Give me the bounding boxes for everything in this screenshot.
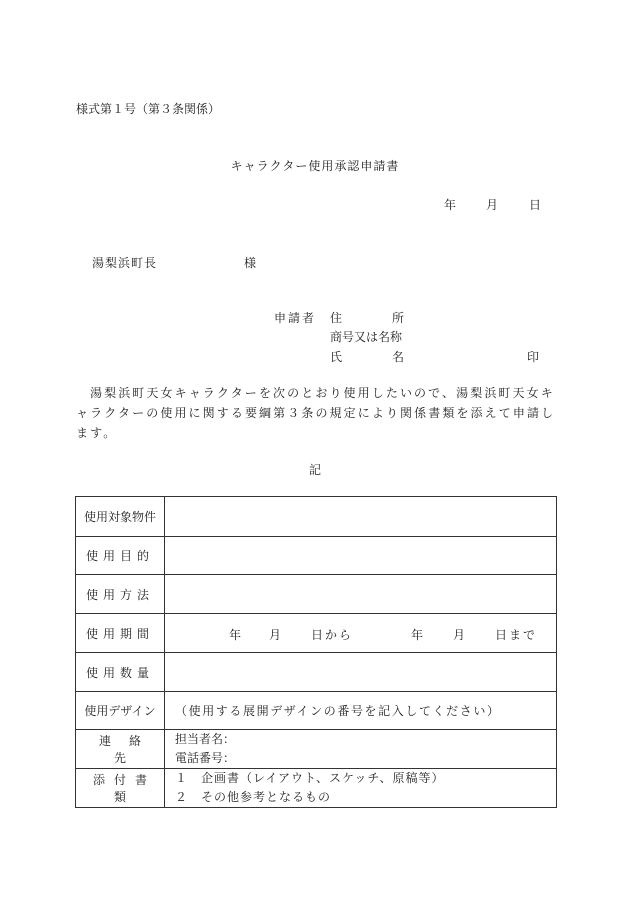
purpose-field[interactable] (165, 537, 557, 575)
design-field[interactable]: （使用する展開デザインの番号を記入してください） (165, 692, 557, 730)
applicant-label: 申請者 (274, 311, 317, 325)
addressee-name: 湯梨浜町長 (92, 256, 158, 270)
purpose-label: 使用目的 (76, 537, 165, 575)
address-label-2: 所 (392, 311, 405, 325)
target-field[interactable] (165, 497, 557, 537)
contact-label: 連絡先 (76, 730, 165, 769)
contact-phone: 電話番号： (175, 751, 236, 765)
name-label (330, 348, 405, 365)
row-quantity (76, 653, 557, 692)
row-design (76, 692, 557, 730)
attachment-item-2: ２ その他参考となるもの (175, 790, 332, 804)
period-to-day: 日まで (495, 628, 538, 642)
address-label-1: 住 (330, 311, 343, 325)
row-contact (76, 730, 557, 769)
contact-person: 担当者名： (175, 732, 236, 746)
request-body-text: 湯梨浜町天女キャラクターを次のとおり使用したいので、湯梨浜町天女キャラクターの使用に関する要綱第３条の規定により関係書類を添えて申請します。 (76, 386, 556, 440)
row-attachments (76, 769, 557, 808)
name-label-2: 名 (392, 350, 405, 364)
period-field[interactable] (165, 614, 557, 653)
row-purpose (76, 537, 557, 575)
period-to-year: 年 (411, 628, 424, 642)
document-title: キャラクター使用承認申請書 (230, 159, 400, 173)
trade-name-label: 商号又は名称 (330, 330, 403, 344)
attachment-item-1: １ 企画書（レイアウト、スケッチ、原稿等） (175, 771, 445, 785)
ki-heading: 記 (308, 463, 321, 477)
quantity-label: 使用数量 (76, 653, 165, 692)
row-method (76, 575, 557, 614)
application-table (75, 496, 557, 808)
seal-mark: 印 (527, 350, 540, 364)
period-from-year: 年 (229, 628, 242, 642)
attachments-label: 添付書類 (76, 769, 165, 808)
date-day-label: 日 (529, 198, 542, 212)
design-label: 使用デザイン (76, 692, 165, 730)
row-period (76, 614, 557, 653)
name-label-1: 氏 (330, 350, 343, 364)
contact-field[interactable] (165, 730, 557, 769)
date-year-label: 年 (444, 198, 457, 212)
attachments-field (165, 769, 557, 808)
target-label: 使用対象物件 (76, 497, 165, 537)
method-field[interactable] (165, 575, 557, 614)
quantity-field[interactable] (165, 653, 557, 692)
addressee-honorific: 様 (244, 256, 257, 270)
period-from-day: 日から (311, 628, 354, 642)
period-to-month: 月 (453, 628, 466, 642)
period-from-month: 月 (269, 628, 282, 642)
row-target (76, 497, 557, 537)
date-month-label: 月 (486, 198, 499, 212)
period-label: 使用期間 (76, 614, 165, 653)
method-label: 使用方法 (76, 575, 165, 614)
form-number: 様式第１号（第３条関係） (76, 102, 221, 116)
address-label (330, 309, 405, 326)
